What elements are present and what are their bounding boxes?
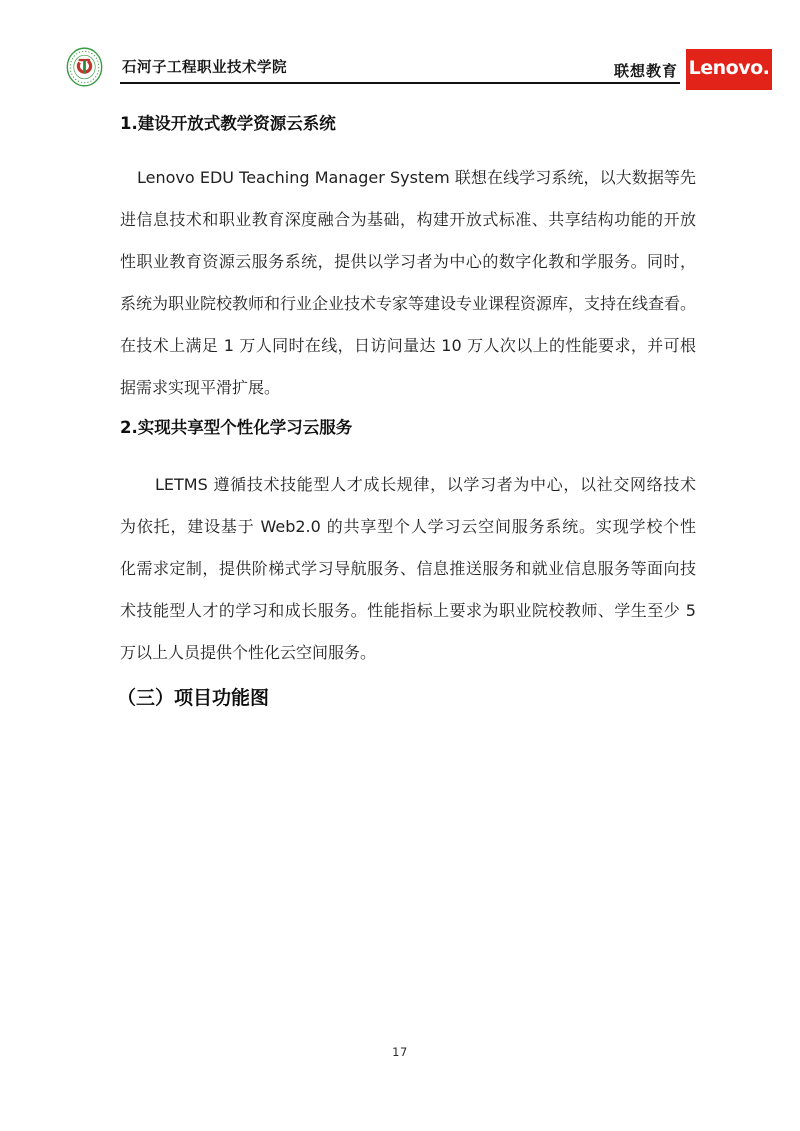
page-number: 17 xyxy=(392,1045,408,1059)
paragraph-line: 术技能型人才的学习和成长服务。性能指标上要求为职业院校教师、学生至少 5 xyxy=(120,601,696,620)
paragraph-line: 进信息技术和职业教育深度融合为基础，构建开放式标准、共享结构功能的开放 xyxy=(120,210,696,229)
school-name: 石河子工程职业技术学院 xyxy=(122,60,287,76)
section-1-paragraph xyxy=(120,157,696,409)
paragraph-line: Lenovo EDU Teaching Manager System 联想在线学习系统，以大数据等先 xyxy=(137,168,696,187)
lenovo-logo xyxy=(686,49,772,90)
division-label: 联想教育 xyxy=(614,62,679,80)
header-divider xyxy=(120,82,680,84)
paragraph-line: 为依托，建设基于 Web2.0 的共享型个人学习云空间服务系统。实现学校个性 xyxy=(120,517,696,536)
lenovo-wordmark: Lenovo. xyxy=(688,57,770,79)
paragraph-line: 在技术上满足 1 万人同时在线，日访问量达 10 万人次以上的性能要求，并可根 xyxy=(120,336,696,355)
section-1-heading: 1.建设开放式教学资源云系统 xyxy=(120,114,336,133)
paragraph-line: 据需求实现平滑扩展。 xyxy=(120,378,281,397)
paragraph-line: 化需求定制，提供阶梯式学习导航服务、信息推送服务和就业信息服务等面向技 xyxy=(120,559,696,578)
paragraph-line: 性职业教育资源云服务系统，提供以学习者为中心的数字化教和学服务。同时， xyxy=(120,252,696,271)
paragraph-line: 万以上人员提供个性化云空间服务。 xyxy=(120,643,377,662)
school-emblem-icon xyxy=(66,46,103,88)
section-2-heading: 2.实现共享型个性化学习云服务 xyxy=(120,418,353,437)
paragraph-line: 系统为职业院校教师和行业企业技术专家等建设专业课程资源库，支持在线查看。 xyxy=(120,294,697,313)
subsection-heading: （三）项目功能图 xyxy=(117,687,270,709)
paragraph-line: LETMS 遵循技术技能型人才成长规律，以学习者为中心，以社交网络技术 xyxy=(155,475,696,494)
section-2-paragraph xyxy=(120,464,696,674)
